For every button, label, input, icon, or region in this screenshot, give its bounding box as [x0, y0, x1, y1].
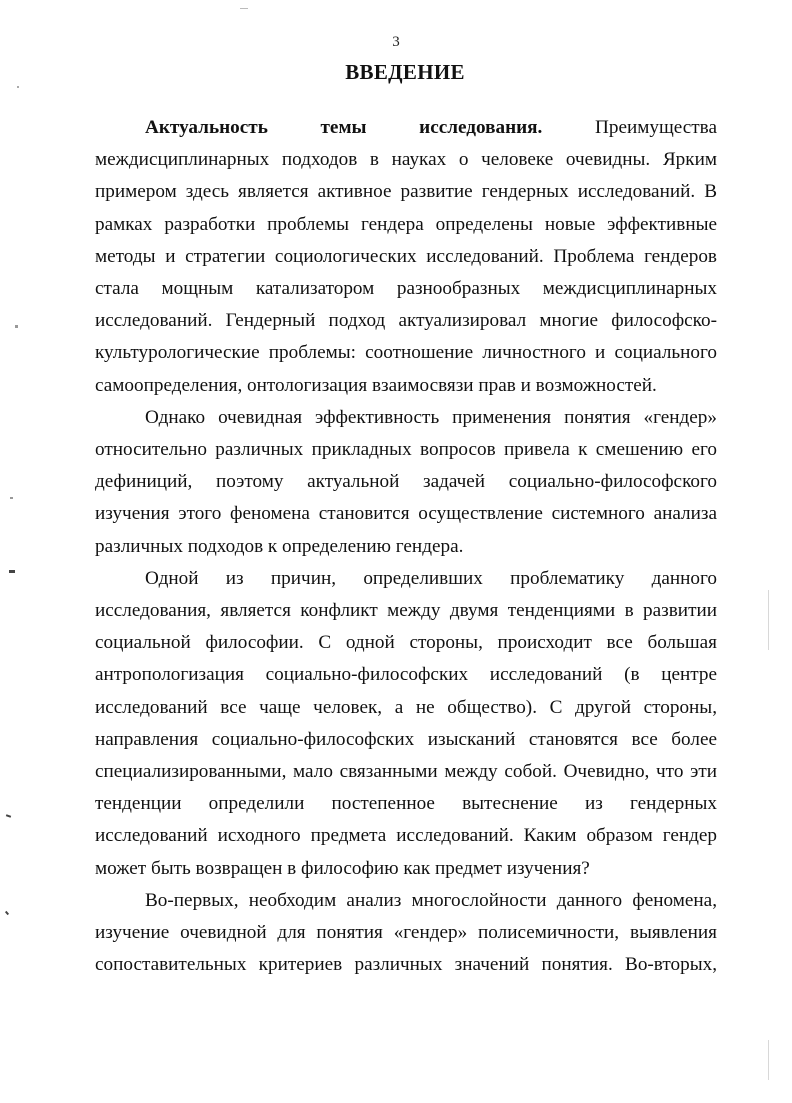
document-body	[95, 112, 717, 981]
paragraph-first-second: Во-первых, необходим анализ многослойности данного феномена, изучение очевидной для понятия «гендер» полисемичности, выявления сопоставительных критериев различных значений понятия. Во-вторых,	[95, 889, 717, 976]
paragraph-conflict: Одной из причин, определивших проблематику данного исследования, является конфликт между двумя тенденциями в развитии социальной философии. С одной стороны, происходит все большая антропологизация социально-философских исследований (в центре исследований все чаще человек, а не общество). С другой стороны, направления социально-философских изысканий становятся все более специализированными, мало связанными между собой. Очевидно, что эти тенденции определили постепенное вытеснение из гендерных исследований исходного предмета исследований. Каким образом гендер может быть возвращен в философию как предмет изучения?	[95, 567, 717, 879]
scan-speck	[10, 497, 13, 499]
scan-speck	[240, 8, 248, 9]
paragraph-relevance	[95, 112, 717, 402]
page-title: ВВЕДЕНИЕ	[345, 60, 465, 84]
scan-speck	[15, 325, 18, 328]
scan-speck	[9, 570, 15, 573]
scan-edge-line	[768, 590, 769, 650]
scan-speck	[17, 86, 19, 88]
relevance-text: Преимущества междисциплинарных подходов в науках о человеке очевидны. Ярким примером здесь является активное развитие гендерных исследований. В рамках разработки проблемы гендера определены новые эффективные методы и стратегии социологических исследований. Проблема гендеров стала мощным катализатором разнообразных междисциплинарных исследований. Гендерный подход актуализировал многие философско-культурологические проблемы: соотношение личностного и социального самоопределения, онтологизация взаимосвязи прав и возможностей.	[95, 117, 717, 396]
scan-speck	[5, 911, 9, 915]
relevance-lead-in: Актуальность темы исследования.	[145, 117, 543, 138]
page-number: 3	[392, 34, 400, 50]
scan-speck	[6, 814, 11, 818]
scan-edge-line	[768, 1040, 769, 1080]
paragraph-effectiveness: Однако очевидная эффективность применения понятия «гендер» относительно различных прикладных вопросов привела к смешению его дефиниций, поэтому актуальной задачей социально-философского изучения этого феномена становится осуществление системного анализа различных подходов к определению гендера.	[95, 406, 717, 557]
